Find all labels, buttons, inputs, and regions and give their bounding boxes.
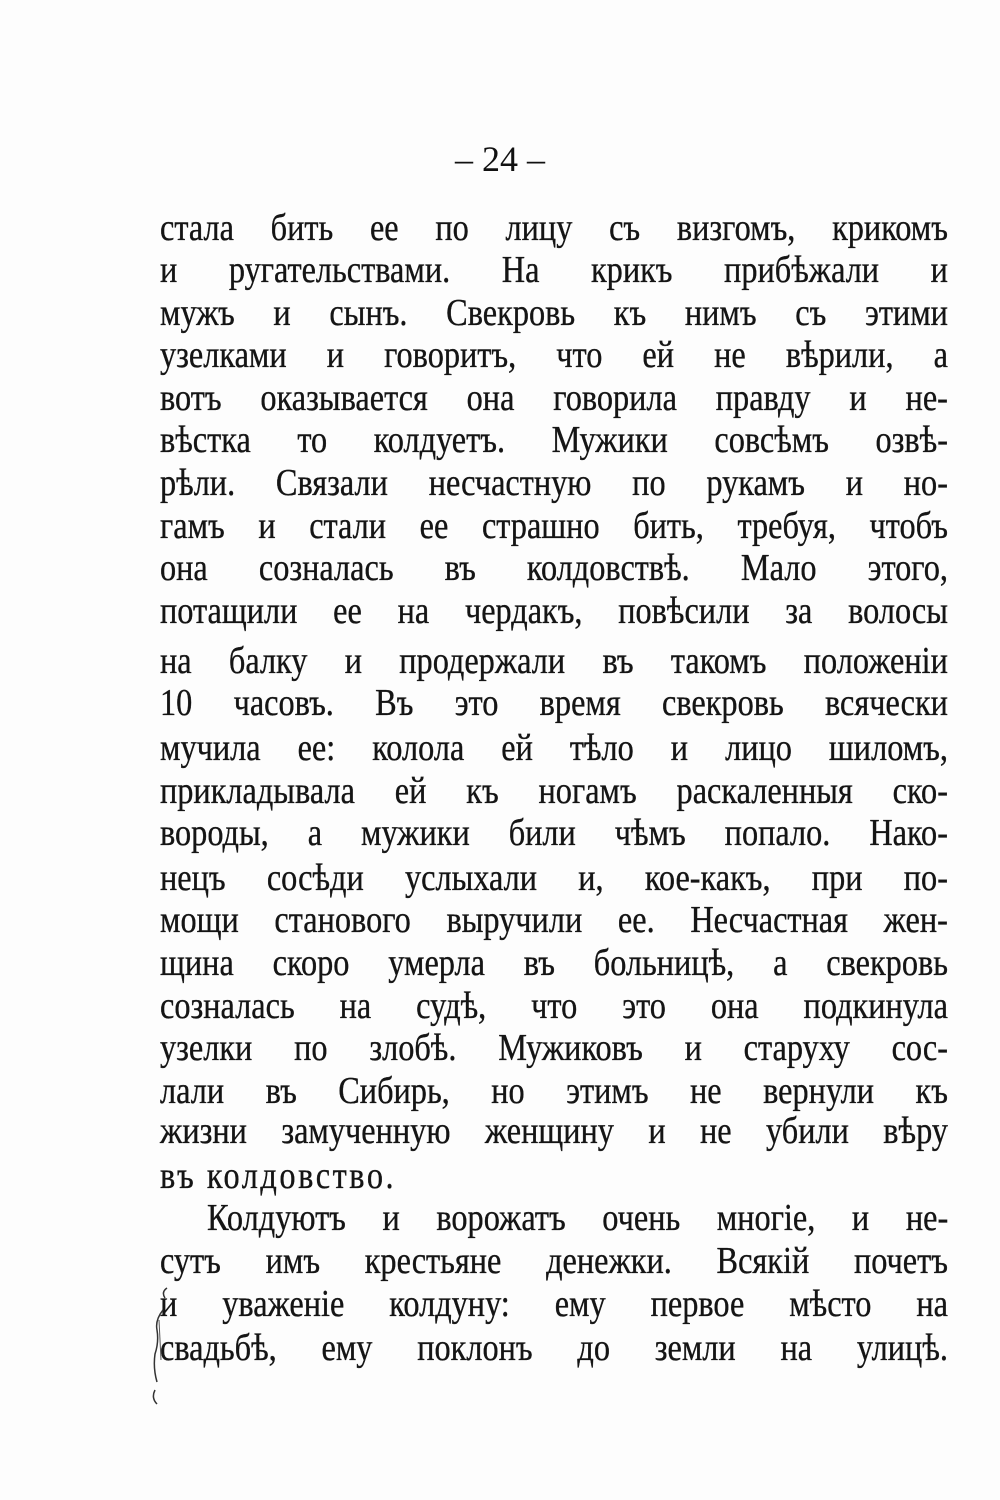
text-line: мощи станового выручили ее. Несчастная жен- — [160, 899, 948, 941]
text-line: на балку и продержали въ такомъ положенiи — [160, 640, 948, 682]
text-line: узелки по злобѣ. Мужиковъ и старуху сос- — [160, 1027, 948, 1069]
text-line: она созналась въ колдовствѣ. Мало этого, — [160, 547, 948, 589]
text-line: вѣстка то колдуетъ. Мужики совсѣмъ озвѣ- — [160, 419, 948, 461]
text-line: лали въ Сибирь, но этимъ не вернули къ — [160, 1070, 948, 1112]
text-line: вороды, а мужики били чѣмъ попало. Нако- — [160, 812, 948, 854]
text-line: узелками и говоритъ, что ей не вѣрили, а — [160, 334, 948, 376]
text-line: въ колдовство. — [160, 1155, 397, 1197]
text-line: вотъ оказывается она говорила правду и не- — [160, 377, 948, 419]
text-line: стала бить ее по лицу съ визгомъ, крикомъ — [160, 207, 948, 249]
text-line: нецъ сосѣди услыхали и, кое-какъ, при по- — [160, 857, 948, 899]
text-line: и уваженiе колдуну: ему первое мѣсто на — [160, 1283, 948, 1325]
text-line: щина скоро умерла въ больницѣ, а свекровь — [160, 942, 948, 984]
text-line: свадьбѣ, ему поклонъ до земли на улицѣ. — [160, 1327, 948, 1369]
text-line: мучила ее: колола ей тѣло и лицо шиломъ, — [160, 727, 948, 769]
text-line: гамъ и стали ее страшно бить, требуя, чтобъ — [160, 505, 948, 547]
text-line: мужъ и сынъ. Свекровь къ нимъ съ этими — [160, 292, 948, 334]
text-line: 10 часовъ. Въ это время свекровь всячески — [160, 682, 948, 724]
text-line: созналась на судѣ, что это она подкинула — [160, 985, 948, 1027]
text-line: и ругательствами. На крикъ прибѣжали и — [160, 249, 948, 291]
text-line: прикладывала ей къ ногамъ раскаленныя ско- — [160, 770, 948, 812]
text-line: жизни замученную женщину и не убили вѣру — [160, 1110, 948, 1152]
page-number: – 24 – — [455, 139, 545, 179]
margin-pencil-mark — [145, 1280, 185, 1410]
text-line: рѣли. Связали несчастную по рукамъ и но- — [160, 462, 948, 504]
text-line: сутъ имъ крестьяне денежки. Всякiй почетъ — [160, 1240, 948, 1282]
text-line: Колдуютъ и ворожатъ очень многiе, и не- — [207, 1197, 949, 1239]
text-line: потащили ее на чердакъ, повѣсили за волосы — [160, 590, 948, 632]
